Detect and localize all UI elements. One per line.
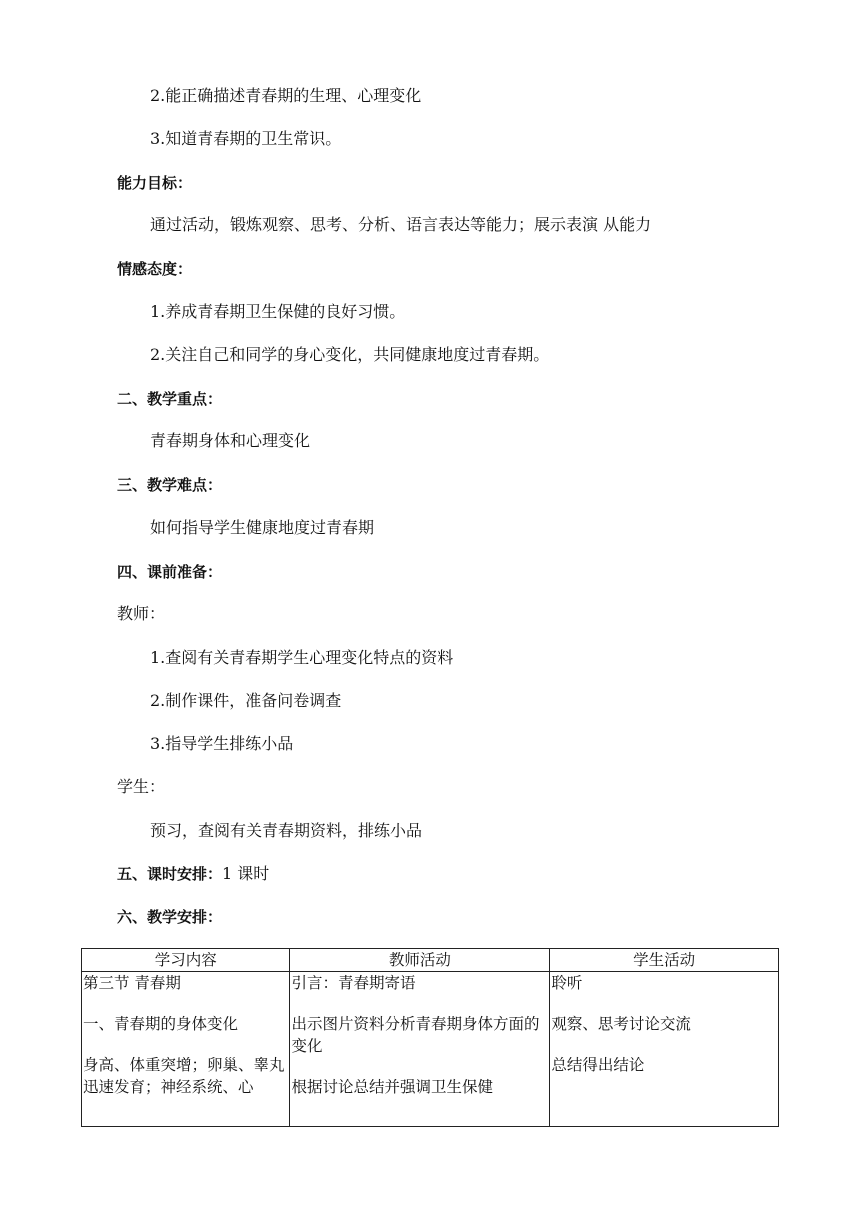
teacher-item-3: 3.指导学生排练小品 xyxy=(150,734,294,753)
cell-student-activity xyxy=(550,972,779,1127)
objective-line-2: 2.能正确描述青春期的生理、心理变化 xyxy=(150,86,422,105)
objective-line-3: 3.知道青春期的卫生常识。 xyxy=(150,129,342,148)
cell-text: 根据讨论总结并强调卫生保健 xyxy=(291,1078,493,1096)
cell-text: 第三节 青春期 xyxy=(83,974,181,992)
table-header-row xyxy=(82,949,779,972)
student-item-1: 预习，查阅有关青春期资料，排练小品 xyxy=(150,821,423,840)
cell-text: 总结得出结论 xyxy=(551,1056,645,1074)
cell-teacher-activity xyxy=(290,972,550,1127)
schedule-label: 五、课时安排： xyxy=(117,865,223,883)
cell-text: 出示图片资料分析青春期身体方面的变化 xyxy=(291,1015,540,1055)
cell-content xyxy=(82,972,290,1127)
heading-preparation: 四、课前准备： xyxy=(117,563,223,581)
cell-text: 聆听 xyxy=(551,974,583,992)
teaching-plan-table xyxy=(81,948,779,1127)
cell-text: 一、青春期的身体变化 xyxy=(83,1015,239,1033)
table-row xyxy=(82,972,779,1127)
heading-key-points: 二、教学重点： xyxy=(117,390,223,408)
teacher-label: 教师： xyxy=(117,604,166,623)
cell-text: 观察、思考讨论交流 xyxy=(551,1015,691,1033)
heading-plan: 六、教学安排： xyxy=(117,908,223,926)
cell-text: 引言：青春期寄语 xyxy=(291,974,416,992)
header-teacher-activity: 教师活动 xyxy=(290,949,550,972)
heading-emotion: 情感态度： xyxy=(117,260,193,278)
student-label: 学生： xyxy=(117,777,166,796)
heading-difficulties: 三、教学难点： xyxy=(117,476,223,494)
cell-text: 身高、体重突增；卵巢、睾丸迅速发育；神经系统、心 xyxy=(83,1056,285,1096)
header-content: 学习内容 xyxy=(82,949,290,972)
header-student-activity: 学生活动 xyxy=(550,949,779,972)
teacher-item-1: 1.查阅有关青春期学生心理变化特点的资料 xyxy=(150,648,454,667)
key-points-text: 青春期身体和心理变化 xyxy=(150,431,311,450)
ability-text: 通过活动，锻炼观察、思考、分析、语言表达等能力；展示表演 从能力 xyxy=(150,215,652,234)
difficulties-text: 如何指导学生健康地度过青春期 xyxy=(150,518,375,537)
schedule-value: 1 课时 xyxy=(222,864,270,883)
heading-ability: 能力目标： xyxy=(117,174,193,192)
teacher-item-2: 2.制作课件，准备问卷调查 xyxy=(150,691,342,710)
heading-schedule xyxy=(117,864,269,884)
emotion-line-2: 2.关注自己和同学的身心变化，共同健康地度过青春期。 xyxy=(150,345,550,364)
emotion-line-1: 1.养成青春期卫生保健的良好习惯。 xyxy=(150,302,406,321)
